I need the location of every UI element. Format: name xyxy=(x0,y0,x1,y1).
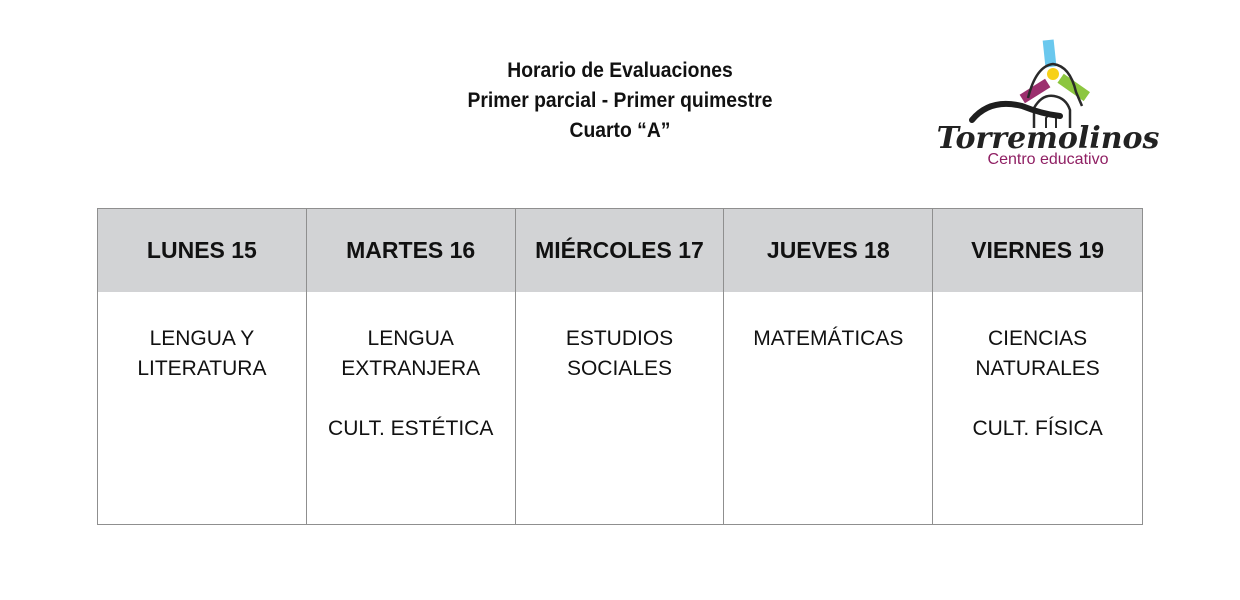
page-title: Horario de Evaluaciones xyxy=(507,59,733,82)
day-cell-thursday xyxy=(724,292,933,524)
subject-item: CULT. ESTÉTICA xyxy=(328,417,494,440)
day-cell-monday xyxy=(98,292,307,524)
subject-item: CULT. FÍSICA xyxy=(972,417,1103,440)
exam-schedule-table xyxy=(97,208,1143,525)
day-cell-wednesday xyxy=(516,292,725,524)
day-header-friday: VIERNES 19 xyxy=(933,209,1142,292)
subject-item: CIENCIAS NATURALES xyxy=(975,327,1100,380)
logo-name: Torremolinos xyxy=(936,121,1160,156)
class-group: Cuarto “A” xyxy=(569,119,671,142)
purple-bar-icon xyxy=(1020,79,1051,103)
day-header-tuesday: MARTES 16 xyxy=(307,209,516,292)
subject-item: ESTUDIOS SOCIALES xyxy=(565,327,674,380)
day-cell-friday xyxy=(933,292,1142,524)
logo-tagline: Centro educativo xyxy=(987,151,1109,168)
subject-item: MATEMÁTICAS xyxy=(753,327,904,350)
document-header xyxy=(390,56,850,146)
school-logo xyxy=(936,36,1160,176)
subject-item: LENGUA EXTRANJERA xyxy=(341,327,481,380)
yellow-hub-icon xyxy=(1047,68,1059,80)
day-header-thursday: JUEVES 18 xyxy=(724,209,933,292)
day-header-monday: LUNES 15 xyxy=(98,209,307,292)
subject-item: LENGUA Y LITERATURA xyxy=(137,327,267,380)
day-cell-tuesday xyxy=(307,292,516,524)
page-subtitle: Primer parcial - Primer quimestre xyxy=(467,89,773,112)
torremolinos-logo-icon xyxy=(936,36,1160,176)
day-header-wednesday: MIÉRCOLES 17 xyxy=(516,209,725,292)
